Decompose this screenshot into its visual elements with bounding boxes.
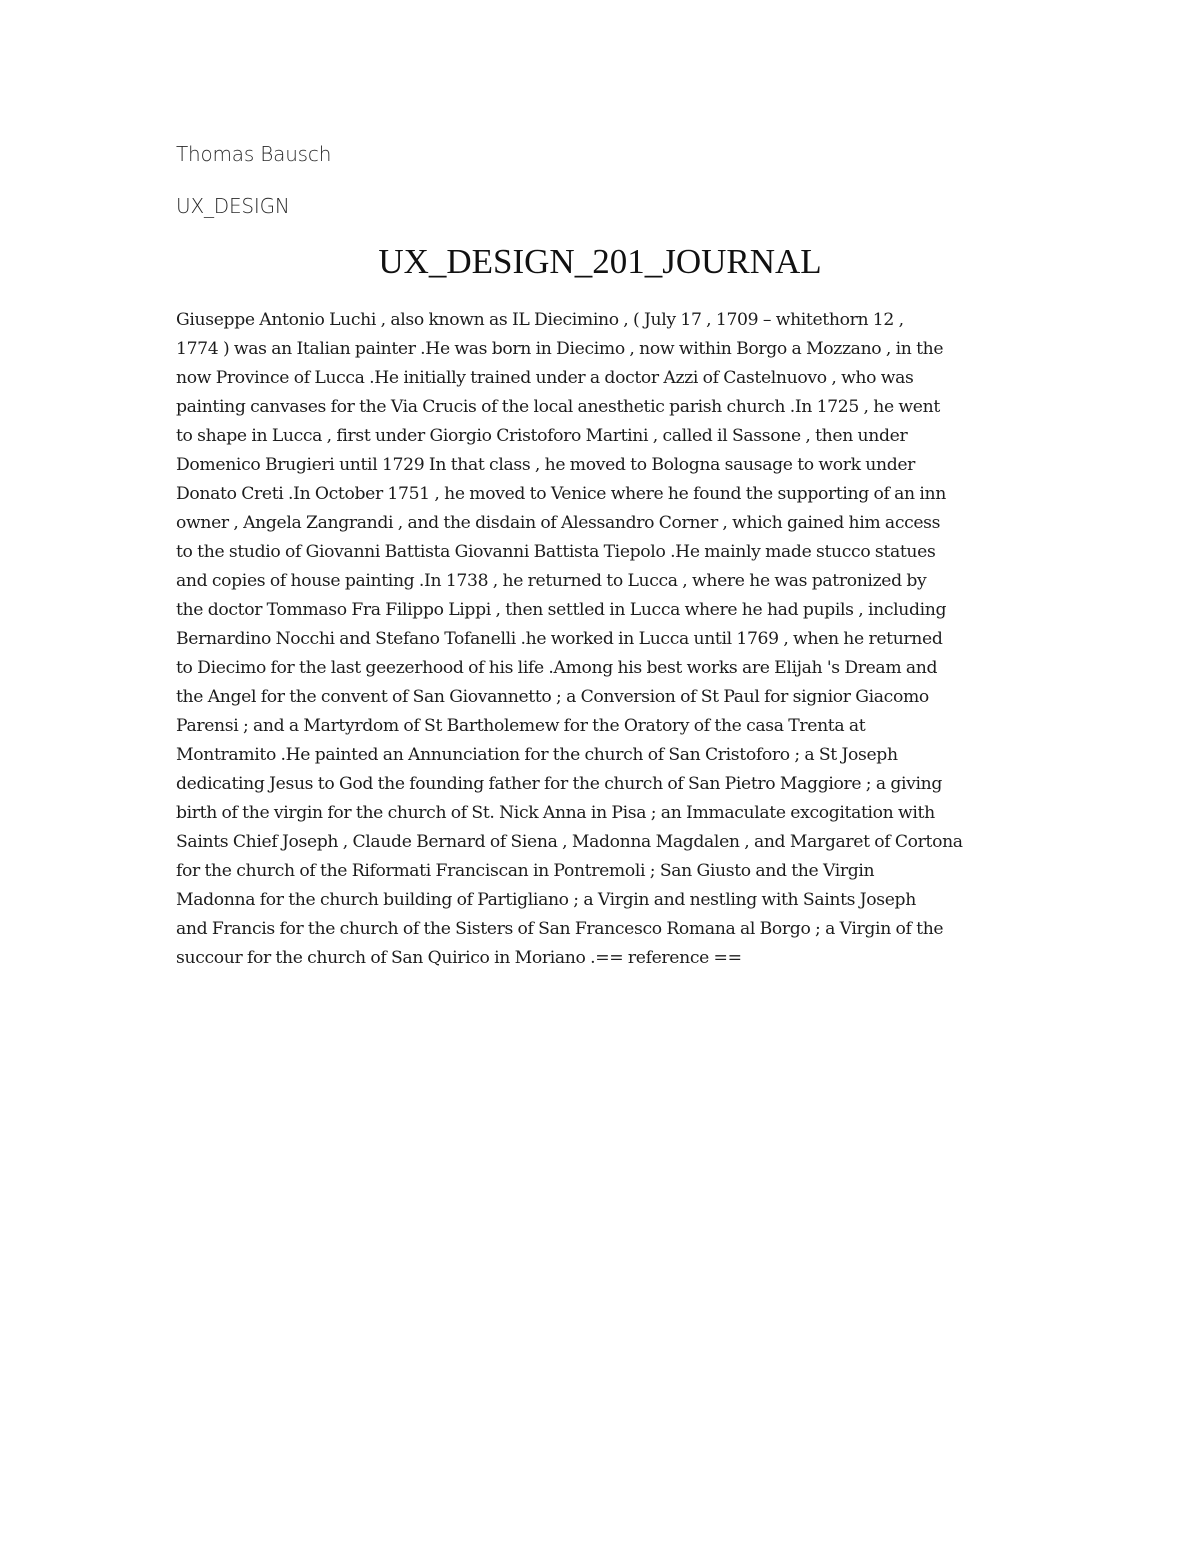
author-name: Thomas Bausch (176, 142, 332, 166)
body-line: Montramito .He painted an Annunciation for the church of San Cristoforo ; a St Joseph (176, 745, 898, 765)
body-line: and copies of house painting .In 1738 , he returned to Lucca , where he was patronized by (176, 571, 927, 591)
body-paragraph (176, 306, 1028, 973)
body-line: the doctor Tommaso Fra Filippo Lippi , then settled in Lucca where he had pupils , including (176, 600, 947, 620)
body-line: Donato Creti .In October 1751 , he moved to Venice where he found the supporting of an inn (176, 484, 946, 504)
body-line: succour for the church of San Quirico in Moriano .== reference == (176, 948, 742, 968)
body-line: now Province of Lucca .He initially trained under a doctor Azzi of Castelnuovo , who was (176, 368, 914, 388)
body-line: for the church of the Riformati Franciscan in Pontremoli ; San Giusto and the Virgin (176, 861, 875, 881)
document-title: UX_DESIGN_201_JOURNAL (378, 242, 822, 281)
body-line: 1774 ) was an Italian painter .He was born in Diecimo , now within Borgo a Mozzano , in the (176, 339, 944, 359)
body-line: owner , Angela Zangrandi , and the disdain of Alessandro Corner , which gained him access (176, 513, 941, 533)
body-line: painting canvases for the Via Crucis of the local anesthetic parish church .In 1725 , he went (176, 397, 940, 417)
body-line: Saints Chief Joseph , Claude Bernard of Siena , Madonna Magdalen , and Margaret of Cortona (176, 832, 963, 852)
course-name: UX_DESIGN (176, 194, 290, 218)
body-line: dedicating Jesus to God the founding father for the church of San Pietro Maggiore ; a giving (176, 774, 943, 794)
body-line: and Francis for the church of the Sisters of San Francesco Romana al Borgo ; a Virgin of the (176, 919, 944, 939)
body-line: Bernardino Nocchi and Stefano Tofanelli .he worked in Lucca until 1769 , when he returned (176, 629, 943, 649)
body-line: birth of the virgin for the church of St. Nick Anna in Pisa ; an Immaculate excogitation with (176, 803, 935, 823)
body-line: Domenico Brugieri until 1729 In that class , he moved to Bologna sausage to work under (176, 455, 916, 475)
body-line: Giuseppe Antonio Luchi , also known as IL Diecimino , ( July 17 , 1709 – whitethorn 12 , (176, 310, 904, 330)
body-line: to shape in Lucca , first under Giorgio Cristoforo Martini , called il Sassone , then under (176, 426, 908, 446)
body-line: to Diecimo for the last geezerhood of his life .Among his best works are Elijah 's Dream and (176, 658, 938, 678)
body-line: Madonna for the church building of Partigliano ; a Virgin and nestling with Saints Joseph (176, 890, 916, 910)
body-line: to the studio of Giovanni Battista Giovanni Battista Tiepolo .He mainly made stucco statues (176, 542, 936, 562)
body-line: the Angel for the convent of San Giovannetto ; a Conversion of St Paul for signior Giacomo (176, 687, 929, 707)
body-line: Parensi ; and a Martyrdom of St Bartholemew for the Oratory of the casa Trenta at (176, 716, 866, 736)
